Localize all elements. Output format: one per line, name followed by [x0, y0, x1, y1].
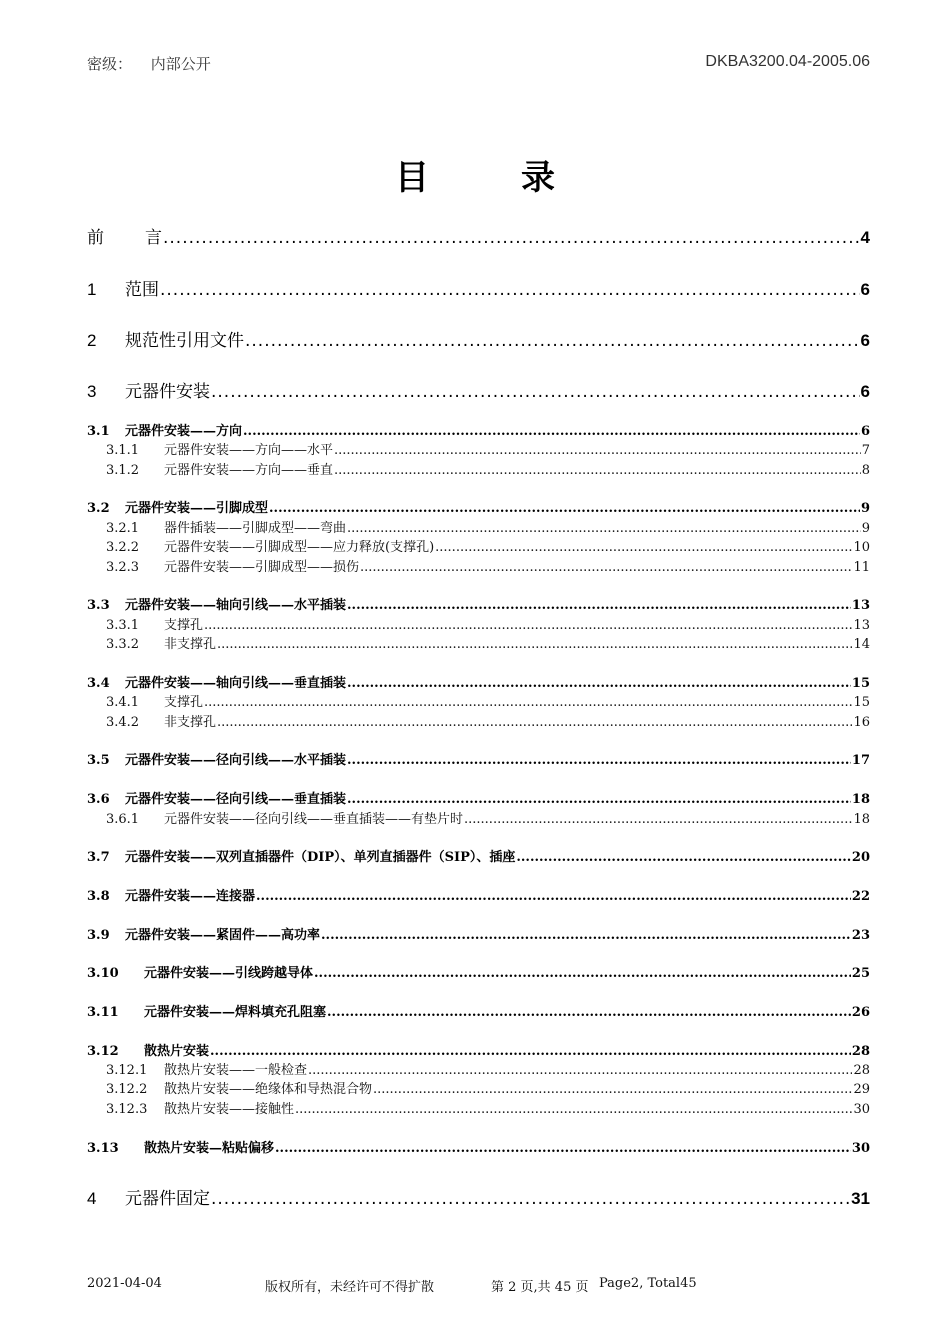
footer-page-cn: 第 2 页,共 45 页 [491, 1280, 589, 1295]
toc-entry-title: 非支撑孔 [164, 637, 217, 652]
toc-entry-title: 元器件固定 [125, 1189, 210, 1209]
security-label: 密级： [87, 55, 133, 73]
toc-entry-title: 元器件安装——轴向引线——水平插装 [125, 598, 347, 613]
toc-entry-page: 30 [853, 1102, 870, 1117]
toc-entry-page: 22 [851, 889, 870, 904]
toc-leader-dots [211, 1189, 850, 1209]
toc-entry-page: 25 [851, 966, 870, 981]
toc-entry-title: 支撑孔 [164, 695, 204, 710]
page-title [0, 150, 950, 199]
toc-entry-page: 6 [860, 424, 870, 439]
toc-entry[interactable] [87, 1040, 870, 1058]
toc-entry[interactable] [87, 1137, 870, 1155]
toc-leader-dots [308, 1063, 852, 1078]
toc-entry-title: 规范性引用文件 [125, 331, 244, 351]
toc-leader-dots [347, 598, 851, 613]
toc-entry-title: 元器件安装——径向引线——垂直插装——有垫片时 [164, 812, 464, 827]
toc-leader-dots [347, 792, 851, 807]
toc-entry[interactable] [87, 788, 870, 806]
toc-entry-title: 元器件安装——紧固件——高功率 [125, 928, 321, 943]
toc-leader-dots [327, 1005, 851, 1020]
toc-entry-page: 10 [853, 540, 870, 555]
toc-entry[interactable] [87, 614, 870, 632]
toc-entry-page: 15 [851, 676, 870, 691]
toc-leader-dots [435, 540, 852, 555]
toc-leader-dots [516, 850, 851, 865]
footer-copyright: 版权所有，未经许可不得扩散 [265, 1280, 435, 1295]
toc-entry[interactable] [87, 1098, 870, 1116]
toc-entry-title: 元器件安装——引脚成型——损伤 [164, 560, 360, 575]
toc-entry-title: 非支撑孔 [164, 715, 217, 730]
toc-entry-title: 元器件安装——引脚成型——应力释放(支撑孔) [164, 540, 435, 555]
toc-leader-dots [334, 463, 861, 478]
toc-entry[interactable] [87, 275, 870, 299]
toc-leader-dots [464, 812, 852, 827]
toc-entry-number: 1 [87, 280, 97, 299]
toc-entry[interactable] [87, 459, 870, 477]
toc-entry[interactable] [87, 517, 870, 535]
footer-date: 2021-04-04 [87, 1276, 162, 1291]
toc-entry-title: 元器件安装——方向——垂直 [164, 463, 334, 478]
toc-entry[interactable] [87, 962, 870, 980]
toc-entry-title: 散热片安装—粘贴偏移 [144, 1141, 275, 1156]
toc-entry-number: 3.6 [87, 792, 110, 807]
toc-entry[interactable] [87, 326, 870, 350]
toc-leader-dots [334, 443, 861, 458]
toc-entry-page: 8 [861, 463, 870, 478]
toc-entry-title: 散热片安装 [144, 1044, 210, 1059]
security-value: 内部公开 [150, 55, 211, 73]
toc-entry-number: 3.13 [87, 1141, 119, 1156]
toc-entry-title: 元器件安装——引线跨越导体 [144, 966, 314, 981]
toc-entry-page: 14 [853, 637, 870, 652]
toc-entry-page: 28 [851, 1044, 870, 1059]
toc-entry-title: 器件插装——引脚成型——弯曲 [164, 521, 347, 536]
toc-entry-number: 3.2.1 [106, 521, 140, 536]
toc-entry-number: 2 [87, 331, 97, 350]
toc-entry-title: 散热片安装——一般检查 [164, 1063, 308, 1078]
toc-entry-page: 20 [851, 850, 870, 865]
toc-entry-page: 9 [860, 501, 870, 516]
toc-entry-page: 30 [851, 1141, 870, 1156]
toc-entry-page: 29 [853, 1082, 870, 1097]
toc-entry-page: 6 [860, 280, 870, 299]
toc-entry-page: 13 [853, 618, 870, 633]
toc-entry[interactable] [87, 439, 870, 457]
toc-leader-dots [204, 695, 852, 710]
toc-entry[interactable] [87, 536, 870, 554]
footer-page-en: Page2, Total45 [599, 1276, 697, 1291]
toc-entry-number: 3.8 [87, 889, 110, 904]
toc-entry-number: 3.4.2 [106, 715, 140, 730]
toc-entry-page: 11 [853, 560, 870, 575]
toc-entry-number: 3.12.3 [106, 1102, 148, 1117]
toc-entry-page: 9 [861, 521, 870, 536]
toc-entry-page: 28 [853, 1063, 870, 1078]
toc-entry-number: 3.3.2 [106, 637, 140, 652]
toc-entry-title: 范围 [125, 280, 159, 300]
toc-entry-title: 元器件安装——焊料填充孔阻塞 [144, 1005, 327, 1020]
toc-entry[interactable] [87, 420, 870, 438]
toc-entry-title: 元器件安装——轴向引线——垂直插装 [125, 676, 347, 691]
toc-entry-number: 3.1.2 [106, 463, 140, 478]
toc-entry-title: 元器件安装——双列直插器件（DIP）、单列直插器件（SIP）、插座 [125, 850, 516, 865]
toc-entry-page: 6 [860, 382, 870, 401]
toc-entry[interactable] [87, 711, 870, 729]
toc-entry-title: 散热片安装——绝缘体和导热混合物 [164, 1082, 373, 1097]
toc-entry-page: 18 [853, 812, 870, 827]
toc-leader-dots [160, 280, 860, 300]
toc-leader-dots [360, 560, 852, 575]
toc-leader-dots [275, 1141, 851, 1156]
toc-entry[interactable] [87, 1059, 870, 1077]
toc-entry-number: 3.1 [87, 424, 110, 439]
toc-entry-title: 言 [145, 228, 162, 248]
toc-entry-title: 元器件安装——方向 [125, 424, 243, 439]
toc-entry-number: 3.4.1 [106, 695, 140, 710]
toc-entry[interactable] [87, 672, 870, 690]
toc-entry-title: 元器件安装——径向引线——水平插装 [125, 753, 347, 768]
toc-entry-title: 元器件安装 [125, 382, 210, 402]
toc-entry[interactable] [87, 924, 870, 942]
toc-entry-number: 3.10 [87, 966, 119, 981]
toc-entry-number: 3.5 [87, 753, 110, 768]
toc-leader-dots [243, 424, 860, 439]
toc-entry-page: 6 [860, 331, 870, 350]
toc-leader-dots [163, 228, 860, 248]
toc-entry-number: 3.6.1 [106, 812, 140, 827]
toc-entry-number: 3.3 [87, 598, 110, 613]
toc-entry-page: 4 [860, 228, 870, 247]
toc-leader-dots [269, 501, 860, 516]
toc-entry-number: 3.2 [87, 501, 110, 516]
toc-leader-dots [217, 637, 852, 652]
toc-entry-number: 3 [87, 382, 97, 401]
toc-entry-page: 16 [853, 715, 870, 730]
toc-entry-number: 3.2.2 [106, 540, 140, 555]
toc-entry-number: 3.11 [87, 1005, 119, 1020]
toc-entry-page: 23 [851, 928, 870, 943]
toc-entry-title: 支撑孔 [164, 618, 204, 633]
toc-entry[interactable] [87, 691, 870, 709]
toc-entry[interactable] [87, 633, 870, 651]
toc-entry-number: 4 [87, 1189, 97, 1208]
toc-leader-dots [217, 715, 852, 730]
toc-entry[interactable] [87, 223, 870, 247]
toc-entry-number: 3.12.2 [106, 1082, 148, 1097]
toc-entry[interactable] [87, 377, 870, 401]
toc-leader-dots [347, 521, 861, 536]
document-code: DKBA3200.04-2005.06 [705, 53, 870, 70]
toc-entry[interactable] [87, 846, 870, 864]
toc-entry-number: 3.1.1 [106, 443, 140, 458]
toc-entry[interactable] [87, 885, 870, 903]
toc-leader-dots [347, 676, 851, 691]
toc-entry-number: 3.7 [87, 850, 110, 865]
toc-entry-title: 元器件安装——径向引线——垂直插装 [125, 792, 347, 807]
toc-leader-dots [314, 966, 851, 981]
toc-entry-title: 元器件安装——方向——水平 [164, 443, 334, 458]
toc-leader-dots [347, 753, 851, 768]
toc-entry[interactable] [87, 1078, 870, 1096]
toc-entry-page: 31 [851, 1189, 870, 1208]
title-char-1: 目 [395, 158, 429, 198]
toc-entry-page: 17 [851, 753, 870, 768]
toc-entry[interactable] [87, 594, 870, 612]
toc-entry[interactable] [87, 1001, 870, 1019]
toc-entry-number: 3.4 [87, 676, 110, 691]
toc-entry[interactable] [87, 497, 870, 515]
toc-leader-dots [321, 928, 851, 943]
toc-leader-dots [211, 382, 860, 402]
toc-entry-page: 15 [853, 695, 870, 710]
security-level [87, 53, 211, 74]
toc-entry-number: 3.12 [87, 1044, 119, 1059]
toc-entry-page: 13 [851, 598, 870, 613]
toc-leader-dots [245, 331, 860, 351]
toc-entry-number: 3.12.1 [106, 1063, 148, 1078]
toc-entry-page: 26 [851, 1005, 870, 1020]
toc-entry[interactable] [87, 556, 870, 574]
toc-entry-title: 元器件安装——引脚成型 [125, 501, 269, 516]
title-char-2: 录 [521, 158, 555, 198]
toc-entry-page: 7 [861, 443, 870, 458]
toc-leader-dots [204, 618, 852, 633]
toc-entry-number: 3.9 [87, 928, 110, 943]
toc-leader-dots [295, 1102, 852, 1117]
toc-leader-dots [256, 889, 851, 904]
toc-leader-dots [210, 1044, 851, 1059]
toc-entry-number: 3.3.1 [106, 618, 140, 633]
toc-entry-page: 18 [851, 792, 870, 807]
toc-entry-number: 前 [87, 228, 104, 247]
toc-entry[interactable] [87, 749, 870, 767]
toc-entry[interactable] [87, 808, 870, 826]
toc-entry-title: 元器件安装——连接器 [125, 889, 256, 904]
toc-entry-title: 散热片安装——接触性 [164, 1102, 295, 1117]
toc-entry[interactable] [87, 1184, 870, 1208]
toc-leader-dots [373, 1082, 852, 1097]
toc-entry-number: 3.2.3 [106, 560, 140, 575]
